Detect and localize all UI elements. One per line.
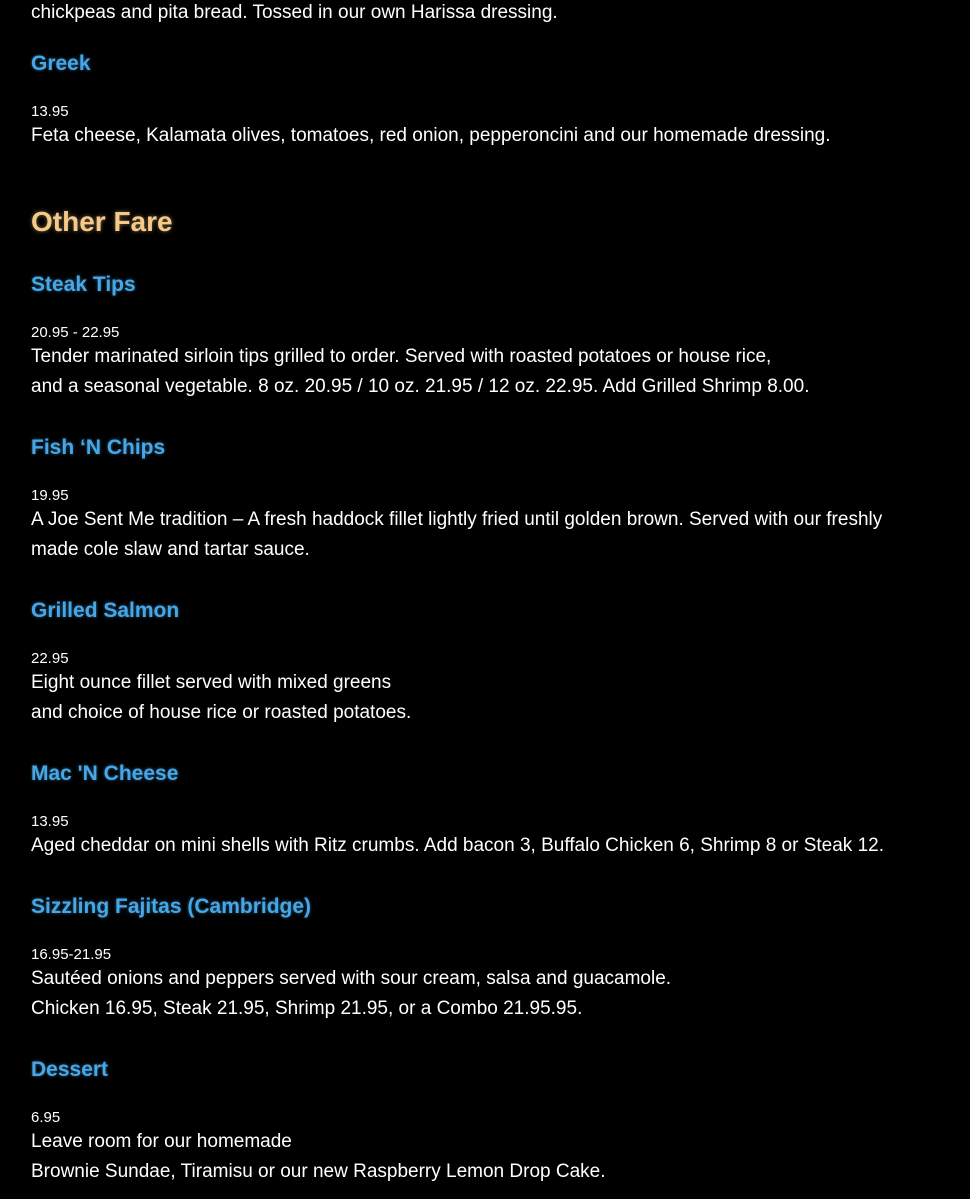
section-title-other-fare: Other Fare [31, 206, 173, 237]
menu-item-dessert [31, 1058, 951, 1187]
menu-item-name[interactable]: Fish ‘N Chips [31, 436, 166, 459]
menu-item-name[interactable]: Grilled Salmon [31, 599, 180, 622]
menu-page [31, 0, 951, 1182]
menu-item-price: 16.95-21.95 [31, 946, 112, 963]
menu-item-description: Sautéed onions and peppers served with sour cream, salsa and guacamole. Chicken 16.95, Steak 21.95, Shrimp 21.95, or a Combo 21.95.95. [31, 968, 672, 1019]
menu-item-greek [31, 52, 831, 151]
menu-item-price: 20.95 - 22.95 [31, 324, 120, 341]
menu-item-price: 6.95 [31, 1109, 61, 1126]
menu-item-price: 13.95 [31, 103, 69, 120]
menu-item-mac-n-cheese [31, 762, 951, 861]
menu-item-steak-tips [31, 273, 951, 402]
menu-item-description: A Joe Sent Me tradition – A fresh haddock fillet lightly fried until golden brown. Served with our freshly made cole slaw and tartar sauce. [31, 509, 883, 560]
menu-item-description: Leave room for our homemade Brownie Sundae, Tiramisu or our new Raspberry Lemon Drop Cake. [31, 1131, 606, 1182]
menu-item-description: Eight ounce fillet served with mixed greens and choice of house rice or roasted potatoes. [31, 672, 412, 723]
intro-description: chickpeas and pita bread. Tossed in our own Harissa dressing. [31, 2, 558, 23]
menu-item-description: Feta cheese, Kalamata olives, tomatoes, red onion, pepperoncini and our homemade dressing. [31, 125, 831, 146]
menu-item-price: 19.95 [31, 487, 69, 504]
menu-item-price: 22.95 [31, 650, 69, 667]
menu-item-name[interactable]: Dessert [31, 1058, 109, 1081]
menu-item-sizzling-fajitas [31, 895, 951, 1024]
menu-item-name[interactable]: Greek [31, 52, 91, 75]
menu-item-description: Aged cheddar on mini shells with Ritz crumbs. Add bacon 3, Buffalo Chicken 6, Shrimp 8 or Steak 12. [31, 835, 884, 856]
menu-item-name[interactable]: Sizzling Fajitas (Cambridge) [31, 895, 312, 918]
menu-item-name[interactable]: Steak Tips [31, 273, 136, 296]
menu-item-description: Tender marinated sirloin tips grilled to order. Served with roasted potatoes or house rice, and a seasonal vegetable. 8 oz. 20.95 / 10 oz. 21.95 / 12 oz. 22.95. Add Grilled Shrimp 8.00. [31, 346, 810, 397]
menu-item-price: 13.95 [31, 813, 69, 830]
menu-item-name[interactable]: Mac 'N Cheese [31, 762, 179, 785]
menu-item-grilled-salmon [31, 599, 951, 728]
menu-item-fish-n-chips [31, 436, 951, 565]
